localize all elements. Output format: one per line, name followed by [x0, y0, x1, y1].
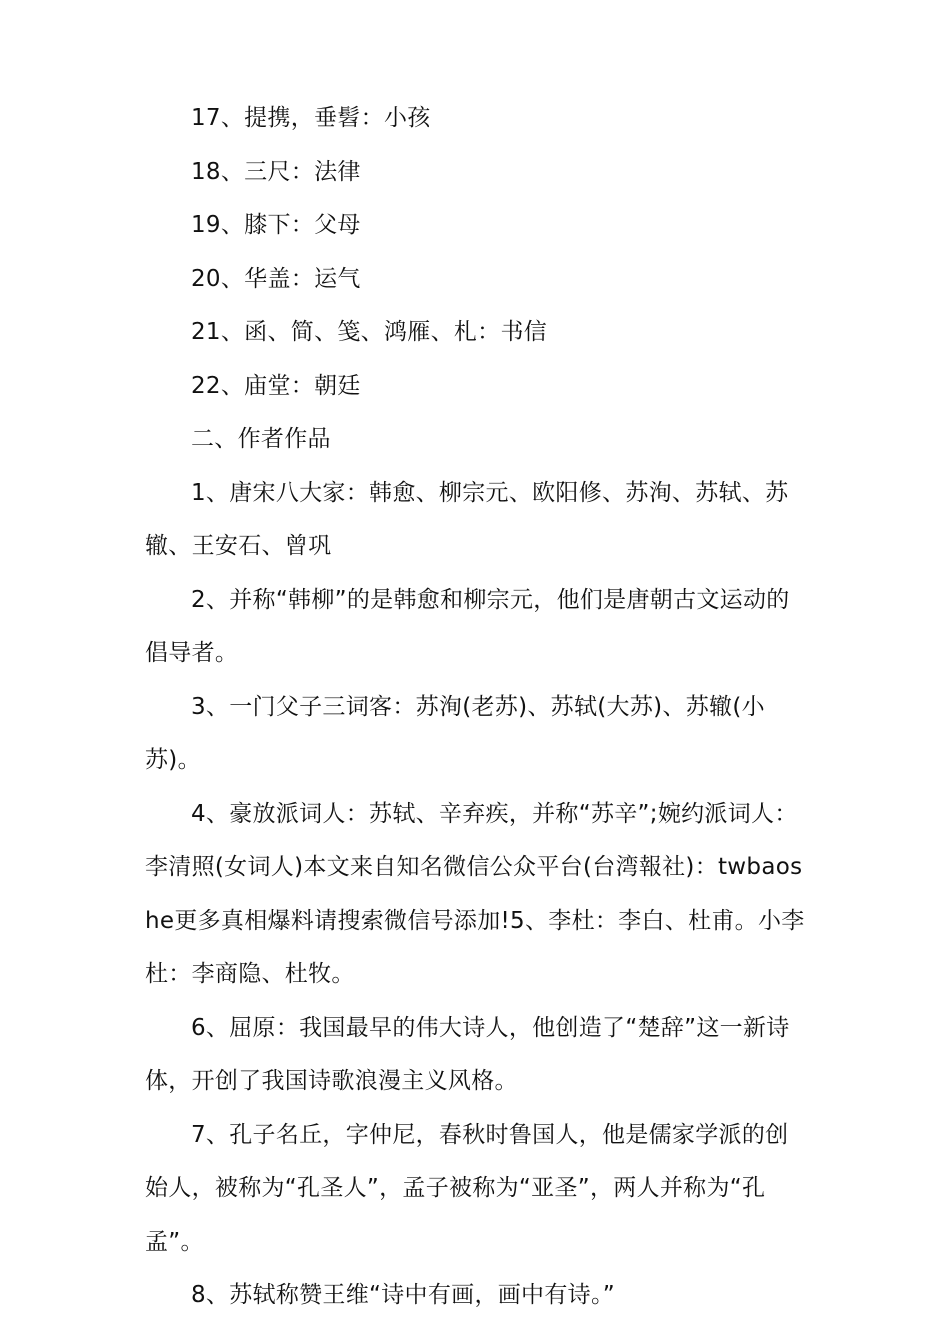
paragraph-item-3: 3、一门父子三词客：苏洵(老苏)、苏轼(大苏)、苏辙(小苏)。: [145, 693, 765, 773]
section-heading-authors-works: 二、作者作品: [191, 426, 331, 452]
paragraph-item-1: 1、唐宋八大家：韩愈、柳宗元、欧阳修、苏洵、苏轼、苏辙、王安石、曾巩: [145, 479, 789, 559]
paragraph-item-6: 6、屈原：我国最早的伟大诗人，他创造了“楚辞”这一新诗体，开创了我国诗歌浪漫主义风格。: [145, 1014, 790, 1094]
paragraph-22: 22、庙堂：朝廷: [191, 372, 361, 399]
paragraph-item-4: 4、豪放派词人：苏轼、辛弃疾，并称“苏辛”;婉约派词人：李清照(女词人)本文来自知名微信公众平台(台湾報社)：twbaoshe更多真相爆料请搜索微信号添加!5、李杜：李白、杜甫。小李杜：李商隐、杜牧。: [145, 800, 805, 987]
paragraph-21: 21、函、简、笺、鸿雁、札：书信: [191, 319, 548, 345]
paragraph-17: 17、提携，垂髫：小孩: [191, 105, 431, 131]
paragraph-18: 18、三尺：法律: [191, 158, 361, 185]
document-body: [145, 92, 810, 1323]
paragraph-20: 20、华盖：运气: [191, 265, 361, 292]
paragraph-item-2: 2、并称“韩柳”的是韩愈和柳宗元，他们是唐朝古文运动的倡导者。: [145, 586, 790, 666]
paragraph-item-8: 8、苏轼称赞王维“诗中有画，画中有诗。”: [191, 1282, 615, 1308]
paragraph-item-7: 7、孔子名丘，字仲尼，春秋时鲁国人，他是儒家学派的创始人，被称为“孔圣人”，孟子被称为“亚圣”，两人并称为“孔孟”。: [145, 1121, 789, 1255]
paragraph-19: 19、膝下：父母: [191, 212, 361, 238]
